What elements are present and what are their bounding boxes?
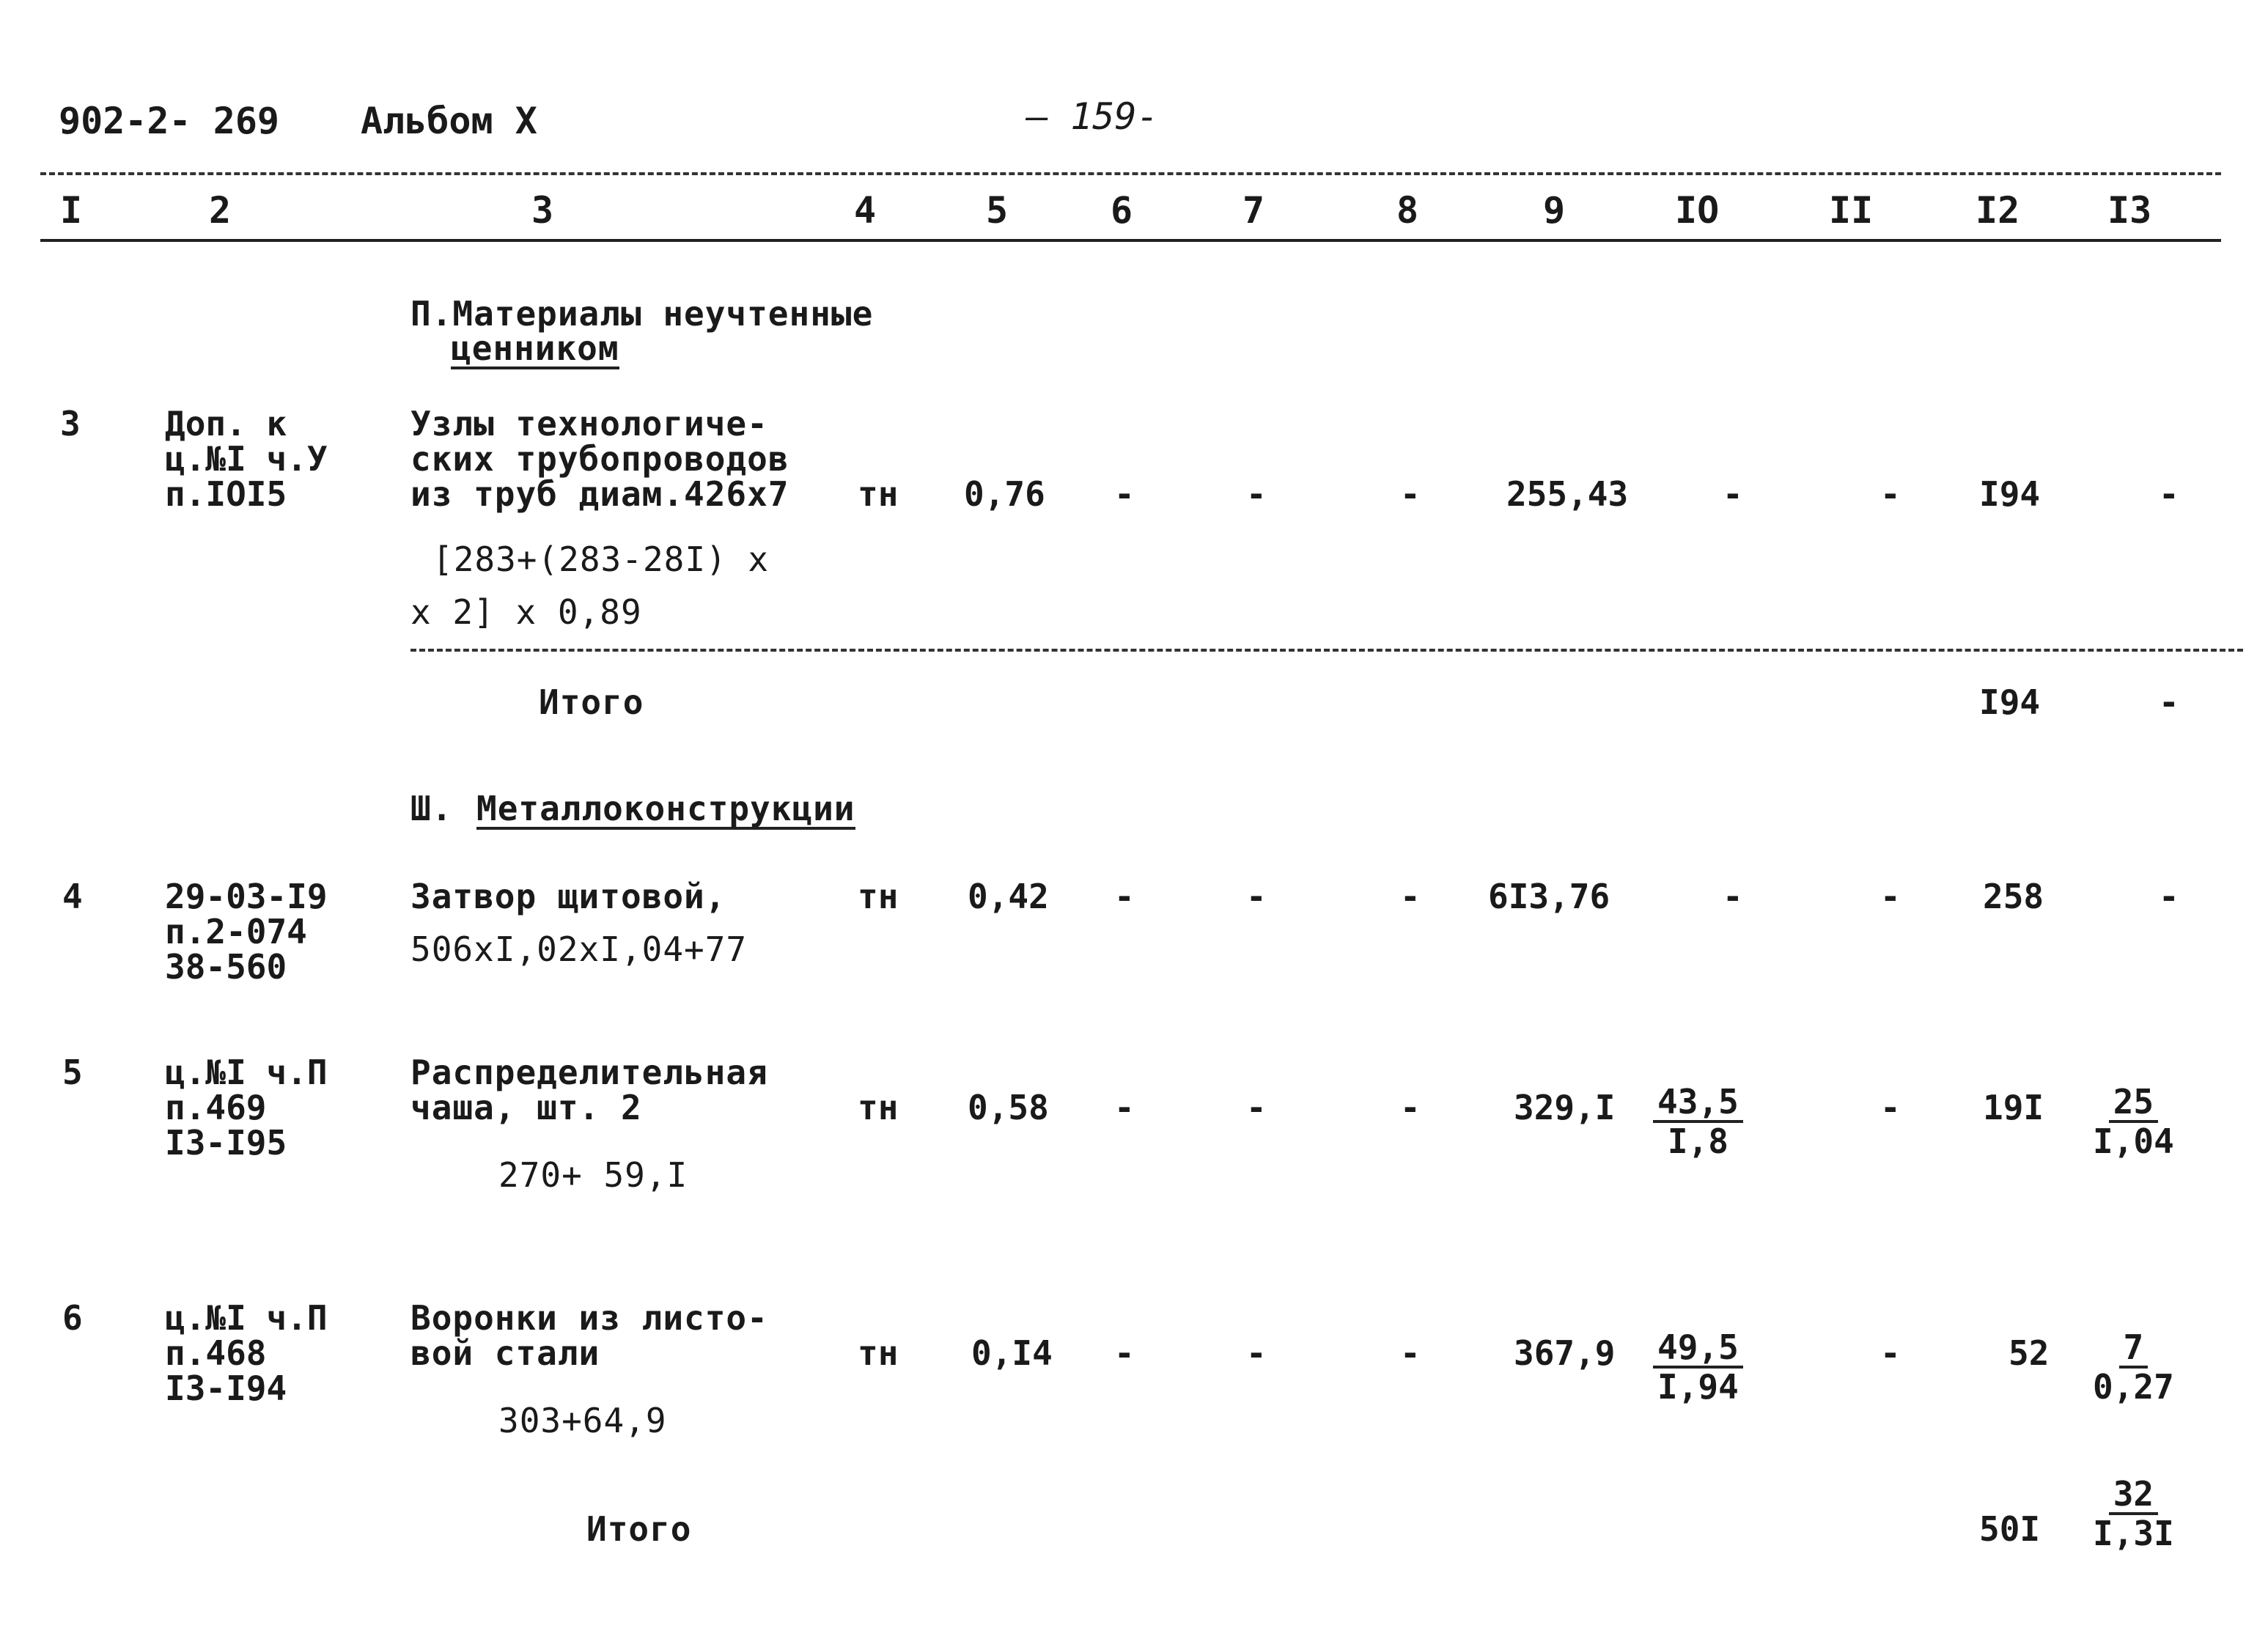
row-4-col11: - — [1880, 877, 1901, 916]
row-4-col13: - — [2159, 877, 2179, 916]
row-3-ref-1: Доп. к — [165, 404, 287, 443]
row-4-col10: - — [1723, 877, 1743, 916]
section-3-prefix: Ш. — [410, 789, 474, 828]
row-5-ref-3: I3-I95 — [165, 1123, 287, 1163]
row-6-col8: - — [1400, 1333, 1421, 1373]
row-6-qty: 0,I4 — [971, 1333, 1053, 1373]
row-5-qty: 0,58 — [968, 1088, 1049, 1127]
row-6-col10-denominator: I,94 — [1657, 1367, 1739, 1407]
row-3-separator — [410, 649, 2243, 652]
row-5-price: 329,I — [1514, 1088, 1616, 1127]
row-5-formula-1: 270+ 59,I — [498, 1155, 688, 1195]
col-header-10: IO — [1675, 189, 1720, 232]
row-5-number: 5 — [62, 1053, 83, 1092]
row-4-formula-1: 506хI,02хI,04+77 — [410, 929, 748, 969]
col-header-2: 2 — [209, 189, 232, 232]
row-5-ref-1: ц.№I ч.П — [165, 1053, 328, 1092]
row-3-col11: - — [1880, 474, 1901, 514]
col-header-9: 9 — [1543, 189, 1566, 232]
section-2-title: П.Материалы неучтенные — [410, 294, 874, 334]
row-4-col8: - — [1400, 877, 1421, 916]
row-6-col6: - — [1114, 1333, 1135, 1373]
row-3-name-1: Узлы технологиче- — [410, 404, 768, 443]
row-5-col8: - — [1400, 1088, 1421, 1127]
row-3-ref-3: п.IOI5 — [165, 474, 287, 514]
col-header-8: 8 — [1396, 189, 1419, 232]
row-5-col13-denominator: I,04 — [2093, 1121, 2174, 1161]
row-6-ref-3: I3-I94 — [165, 1369, 287, 1408]
total-2-col12: 50I — [1979, 1509, 2041, 1549]
section-3-title: Металлоконструкции — [476, 789, 855, 828]
row-5-col7: - — [1246, 1088, 1267, 1127]
album-label: Альбом X — [361, 100, 537, 142]
row-4-number: 4 — [62, 877, 83, 916]
total-1-col12: I94 — [1979, 682, 2041, 722]
row-4-col7: - — [1246, 877, 1267, 916]
row-3-col8: - — [1400, 474, 1421, 514]
row-5-col10-denominator: I,8 — [1667, 1121, 1728, 1161]
row-6-ref-2: п.468 — [165, 1333, 267, 1373]
row-3-col6: - — [1114, 474, 1135, 514]
col-header-1: I — [60, 189, 83, 232]
row-3-col13: - — [2159, 474, 2179, 514]
row-6-col12: 52 — [2009, 1333, 2050, 1373]
row-5-col6: - — [1114, 1088, 1135, 1127]
document-code: 902-2- 269 — [59, 100, 280, 142]
row-6-col13-numerator: 7 — [2119, 1330, 2149, 1369]
row-4-col6: - — [1114, 877, 1135, 916]
row-3-col10: - — [1723, 474, 1743, 514]
row-6-name-2: вой стали — [410, 1333, 600, 1373]
row-5-col13-numerator: 25 — [2109, 1085, 2158, 1123]
row-6-col10-numerator: 49,5 — [1653, 1330, 1743, 1369]
col-header-6: 6 — [1111, 189, 1133, 232]
row-3-ref-2: ц.№I ч.У — [165, 439, 328, 479]
row-3-unit: тн — [858, 474, 899, 514]
header-bottom-rule — [40, 239, 2221, 242]
row-3-price: 255,43 — [1506, 474, 1629, 514]
total-1-col13: - — [2159, 682, 2179, 722]
row-4-price: 6I3,76 — [1488, 877, 1610, 916]
row-5-col13-fraction — [2093, 1082, 2174, 1161]
row-6-col11: - — [1880, 1333, 1901, 1373]
row-6-ref-1: ц.№I ч.П — [165, 1298, 328, 1338]
row-5-name-2: чаша, шт. 2 — [410, 1088, 642, 1127]
col-header-3: 3 — [531, 189, 554, 232]
row-5-col10-fraction — [1653, 1082, 1743, 1161]
total-2-col13-numerator: 32 — [2109, 1477, 2158, 1515]
row-3-formula-2: х 2] х 0,89 — [410, 592, 642, 632]
row-6-col13-denominator: 0,27 — [2093, 1367, 2174, 1407]
row-4-unit: тн — [858, 877, 899, 916]
row-6-col10-fraction — [1653, 1327, 1743, 1407]
row-4-col12: 258 — [1983, 877, 2044, 916]
row-3-col7: - — [1246, 474, 1267, 514]
row-4-ref-1: 29-03-I9 — [165, 877, 328, 916]
header-top-rule — [40, 172, 2221, 175]
row-6-price: 367,9 — [1514, 1333, 1616, 1373]
col-header-5: 5 — [986, 189, 1009, 232]
row-3-qty: 0,76 — [964, 474, 1045, 514]
row-6-col7: - — [1246, 1333, 1267, 1373]
row-3-formula-1: [283+(283-28I) х — [432, 539, 770, 579]
col-header-4: 4 — [854, 189, 877, 232]
row-3-number: 3 — [60, 404, 81, 443]
col-header-7: 7 — [1242, 189, 1265, 232]
row-4-ref-3: 38-560 — [165, 947, 287, 987]
col-header-13: I3 — [2107, 189, 2152, 232]
row-5-col11: - — [1880, 1088, 1901, 1127]
page-number: – 159- — [1026, 95, 1159, 138]
col-header-11: II — [1829, 189, 1874, 232]
row-6-unit: тн — [858, 1333, 899, 1373]
row-6-number: 6 — [62, 1298, 83, 1338]
total-1-label: Итого — [539, 682, 644, 722]
row-5-col10-numerator: 43,5 — [1653, 1085, 1743, 1123]
row-3-col12: I94 — [1979, 474, 2041, 514]
total-2-col13-denominator: I,3I — [2093, 1514, 2174, 1553]
row-5-name-1: Распределительная — [410, 1053, 768, 1092]
row-6-name-1: Воронки из листо- — [410, 1298, 768, 1338]
total-2-label: Итого — [586, 1509, 692, 1549]
col-header-12: I2 — [1976, 189, 2020, 232]
row-3-name-2: ских трубопроводов — [410, 439, 789, 479]
row-5-col12: 19I — [1983, 1088, 2044, 1127]
row-4-qty: 0,42 — [968, 877, 1049, 916]
total-2-col13-fraction — [2093, 1474, 2174, 1553]
section-2-subtitle: ценником — [451, 328, 619, 368]
row-6-col13-fraction — [2093, 1327, 2174, 1407]
row-4-name-1: Затвор щитовой, — [410, 877, 726, 916]
row-5-unit: тн — [858, 1088, 899, 1127]
row-4-ref-2: п.2-074 — [165, 912, 307, 951]
row-6-formula-1: 303+64,9 — [498, 1401, 667, 1440]
row-3-name-3: из труб диам.426х7 — [410, 474, 789, 514]
row-5-ref-2: п.469 — [165, 1088, 267, 1127]
